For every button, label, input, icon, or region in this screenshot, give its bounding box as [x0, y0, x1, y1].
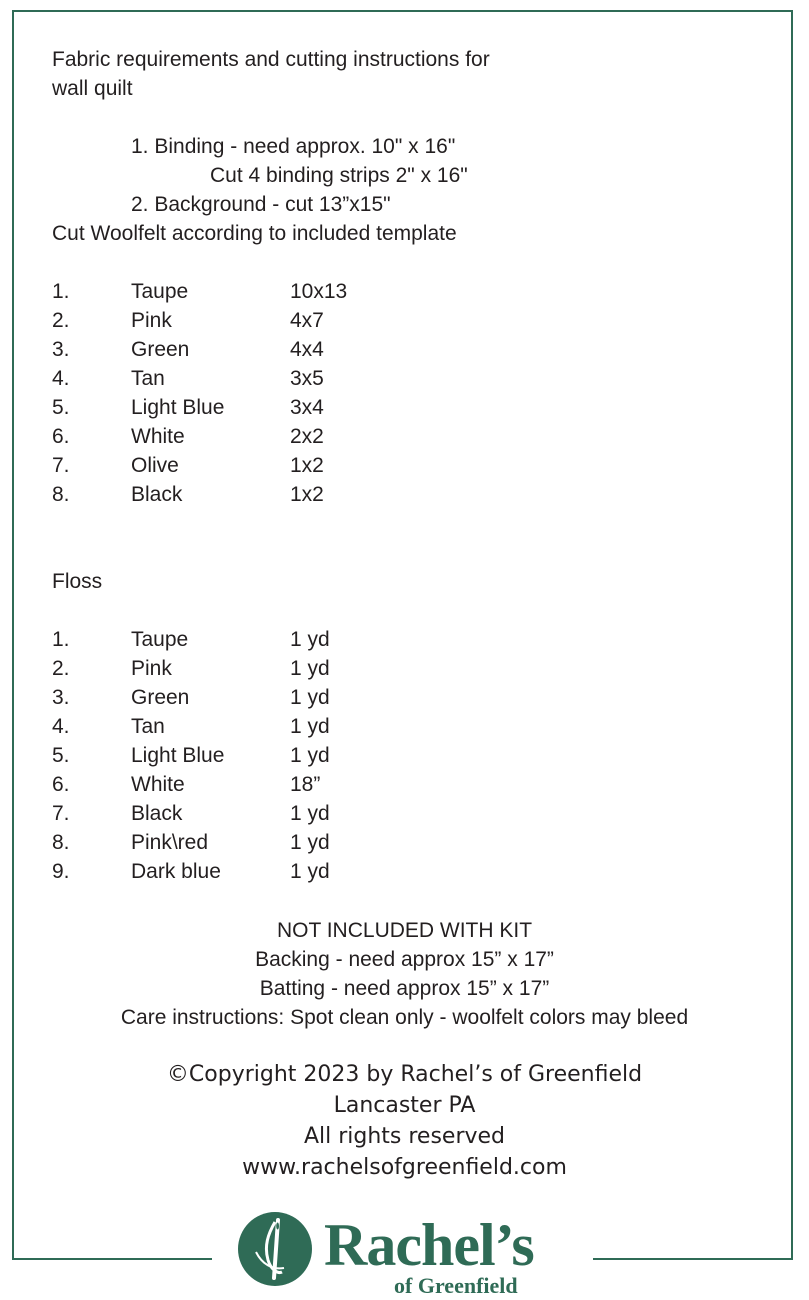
row-amount: 1 yd [290, 628, 330, 651]
row-size: 3x5 [290, 367, 324, 390]
row-color: Tan [131, 367, 165, 390]
row-number: 3. [52, 338, 70, 361]
floss-row [52, 654, 472, 683]
woolfelt-row [52, 335, 472, 364]
row-color: Black [131, 483, 183, 506]
row-size: 4x4 [290, 338, 324, 361]
row-number: 3. [52, 686, 70, 709]
not-included-title: NOT INCLUDED WITH KIT [276, 919, 533, 942]
floss-row [52, 828, 472, 857]
row-number: 2. [52, 657, 70, 680]
row-number: 9. [52, 860, 70, 883]
floss-row [52, 741, 472, 770]
row-number: 5. [52, 396, 70, 419]
row-amount: 1 yd [290, 715, 330, 738]
step-background: 2. Background - cut 13”x15" [131, 193, 391, 216]
row-color: Light Blue [131, 396, 225, 419]
row-color: Dark blue [131, 860, 221, 883]
woolfelt-intro: Cut Woolfelt according to included template [52, 222, 457, 245]
floss-row [52, 857, 472, 886]
row-number: 7. [52, 802, 70, 825]
row-number: 6. [52, 773, 70, 796]
row-color: Green [131, 338, 190, 361]
batting-note: Batting - need approx 15” x 17” [259, 977, 550, 1000]
row-color: Taupe [131, 280, 189, 303]
row-color: Tan [131, 715, 165, 738]
row-number: 4. [52, 715, 70, 738]
floss-row [52, 770, 472, 799]
row-size: 1x2 [290, 483, 324, 506]
location: Lancaster PA [333, 1093, 476, 1118]
woolfelt-row [52, 480, 472, 509]
row-color: Pink\red [131, 831, 209, 854]
row-size: 4x7 [290, 309, 324, 332]
rachels-logo [236, 1208, 576, 1300]
row-amount: 1 yd [290, 657, 330, 680]
woolfelt-row [52, 422, 472, 451]
row-amount: 1 yd [290, 802, 330, 825]
row-color: White [131, 773, 185, 796]
copyright: ©Copyright 2023 by Rachel’s of Greenfield [166, 1062, 643, 1087]
logo-subtitle: of Greenfield [394, 1273, 518, 1298]
row-color: Green [131, 686, 190, 709]
row-number: 5. [52, 744, 70, 767]
floss-row [52, 625, 472, 654]
header-line-1: Fabric requirements and cutting instructions for [52, 48, 490, 71]
bottom-rule-left [12, 1258, 212, 1260]
row-size: 2x2 [290, 425, 324, 448]
backing-note: Backing - need approx 15” x 17” [255, 948, 554, 971]
row-color: Black [131, 802, 183, 825]
row-size: 10x13 [290, 280, 348, 303]
step-binding: 1. Binding - need approx. 10" x 16" [131, 135, 456, 158]
row-amount: 1 yd [290, 860, 330, 883]
logo-wordmark: Rachel’s [324, 1212, 534, 1278]
woolfelt-row [52, 306, 472, 335]
floss-row [52, 683, 472, 712]
row-number: 4. [52, 367, 70, 390]
row-number: 6. [52, 425, 70, 448]
row-number: 8. [52, 831, 70, 854]
row-color: White [131, 425, 185, 448]
floss-title: Floss [52, 570, 103, 593]
row-color: Light Blue [131, 744, 225, 767]
woolfelt-row [52, 364, 472, 393]
row-amount: 1 yd [290, 686, 330, 709]
needle-thread-icon [238, 1212, 312, 1286]
header-line-2: wall quilt [52, 77, 133, 100]
row-amount: 1 yd [290, 831, 330, 854]
bottom-rule-right [593, 1258, 793, 1260]
row-number: 8. [52, 483, 70, 506]
row-color: Olive [131, 454, 179, 477]
row-color: Pink [131, 309, 172, 332]
row-color: Taupe [131, 628, 189, 651]
row-size: 3x4 [290, 396, 324, 419]
website: www.rachelsofgreenfield.com [242, 1155, 567, 1180]
rights: All rights reserved [303, 1124, 506, 1149]
row-size: 1x2 [290, 454, 324, 477]
woolfelt-row [52, 277, 472, 306]
row-number: 2. [52, 309, 70, 332]
row-color: Pink [131, 657, 172, 680]
floss-row [52, 712, 472, 741]
row-number: 1. [52, 280, 70, 303]
row-number: 7. [52, 454, 70, 477]
floss-row [52, 799, 472, 828]
step-binding-cut: Cut 4 binding strips 2" x 16" [210, 164, 468, 187]
row-amount: 1 yd [290, 744, 330, 767]
woolfelt-row [52, 451, 472, 480]
care-instructions: Care instructions: Spot clean only - woolfelt colors may bleed [120, 1006, 689, 1029]
row-amount: 18” [290, 773, 321, 796]
woolfelt-row [52, 393, 472, 422]
row-number: 1. [52, 628, 70, 651]
